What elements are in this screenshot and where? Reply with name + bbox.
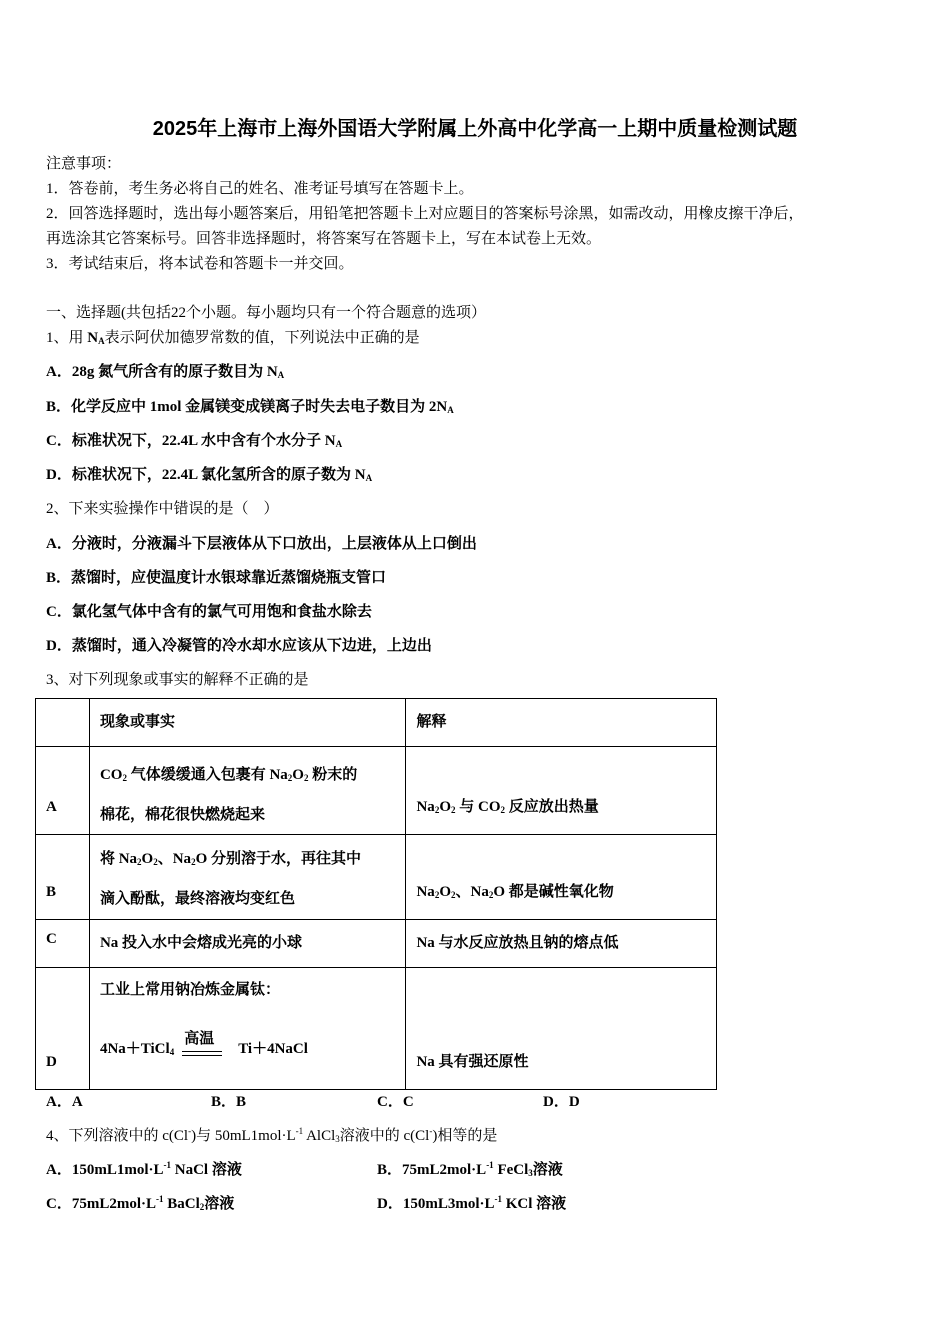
question-3-stem: 3、对下列现象或事实的解释不正确的是 (46, 672, 309, 688)
section-heading: 一、选择题(共包括22个小题。每小题均只有一个符合题意的选项） (46, 305, 486, 321)
question-4-option-c: C．$75mL2mol\cdot L^{-1}$ BaCl$_2$溶液 (46, 1194, 235, 1212)
row-a-fact: $CO_2$ 气体缓缓通入包裹有 $Na_2O_2$ 粉末的 棉花，棉花很快燃烧起来 (89, 747, 406, 835)
question-3-option-b: B．B (211, 1094, 247, 1110)
question-3-option-c: C．C (377, 1094, 414, 1110)
table-row-d (36, 968, 717, 1090)
question-4-option-a: A．$150mL1mol\cdot L^{-1}$ NaCl 溶液 (46, 1160, 242, 1178)
question-2-option-a: A．分液时，分液漏斗下层液体从下口放出，上层液体从上口倒出 (46, 536, 477, 552)
question-4-option-b: B．$75mL2mol\cdot L^{-1}$ FeCl$_3$溶液 (377, 1160, 563, 1178)
notice-item-3: 3．考试结束后，将本试卷和答题卡一并交回。 (46, 256, 354, 272)
row-d-fact: 工业上常用钠冶炼金属钛： 4Na＋TiCl$_4$ 高温 Ti＋4NaCl (89, 968, 406, 1090)
question-2-option-c: C．氯化氢气体中含有的氯气可用饱和食盐水除去 (46, 604, 372, 620)
question-2-stem: 2、下来实验操作中错误的是（ ） (46, 501, 279, 517)
table-header-empty (36, 699, 90, 747)
table-row-a (36, 747, 717, 835)
table-header-explanation: 解释 (406, 699, 717, 747)
equals-condition-arrow: 高温 (182, 1039, 226, 1061)
row-c-label: C (36, 920, 90, 968)
question-1-option-d: D．标准状况下，22.4L 氯化氢所含的原子数为 $N_A$ (46, 467, 373, 483)
question-2-option-b: B．蒸馏时，应使温度计水银球靠近蒸馏烧瓶支管口 (46, 570, 387, 586)
question-1-option-b: B．化学反应中 1mol 金属镁变成镁离子时失去电子数目为 $2N_A$ (46, 399, 454, 415)
page-title: 2025年上海市上海外国语大学附属上外高中化学高一上期中质量检测试题 (152, 118, 798, 140)
notice-heading: 注意事项： (46, 156, 122, 172)
reaction-equation: 4Na＋TiCl$_4$ 高温 Ti＋4NaCl (100, 1037, 396, 1061)
question-4-stem: 4、下列溶液中的 c(Cl-)与 $50mL1mol\cdot L^{-1}$ AlCl$_3$溶液中的 c(Cl-)相等的是 (46, 1126, 498, 1144)
row-c-fact: Na 投入水中会熔成光亮的小球 (89, 920, 406, 968)
row-b-label: B (36, 835, 90, 920)
table-row-c (36, 920, 717, 968)
row-a-label: A (36, 747, 90, 835)
notice-item-2b: 再选涂其它答案标号。回答非选择题时，将答案写在答题卡上，写在本试卷上无效。 (46, 231, 602, 247)
table-header-fact: 现象或事实 (89, 699, 406, 747)
row-d-explanation: Na 具有强还原性 (406, 968, 717, 1090)
table-header-row (36, 699, 717, 747)
row-a-explanation: $Na_2O_2$ 与 $CO_2$ 反应放出热量 (406, 747, 717, 835)
row-c-explanation: Na 与水反应放热且钠的熔点低 (406, 920, 717, 968)
question-3-option-d: D．D (543, 1094, 580, 1110)
question-3-table (35, 698, 717, 1090)
question-1-option-c: C．标准状况下，22.4L 水中含有个水分子 $N_A$ (46, 433, 343, 449)
row-b-fact: 将 $Na_2O_2$、$Na_2O$ 分别溶于水，再往其中 滴入酚酞，最终溶液均变红色 (89, 835, 406, 920)
question-3-option-a: A．A (46, 1094, 83, 1110)
question-4-option-d: D．$150mL3mol\cdot L^{-1}$ KCl 溶液 (377, 1194, 567, 1212)
row-b-explanation: $Na_2O_2$、$Na_2O$ 都是碱性氧化物 (406, 835, 717, 920)
row-d-label: D (36, 968, 90, 1090)
table-row-b (36, 835, 717, 920)
question-1-option-a: A．28g 氮气所含有的原子数目为 $N_A$ (46, 364, 285, 380)
notice-item-2a: 2．回答选择题时，选出每小题答案后，用铅笔把答题卡上对应题目的答案标号涂黑，如需改动，用橡皮擦干净后， (46, 206, 804, 222)
question-2-option-d: D．蒸馏时，通入冷凝管的冷水却水应该从下边进，上边出 (46, 638, 432, 654)
notice-item-1: 1．答卷前，考生务必将自己的姓名、准考证号填写在答题卡上。 (46, 181, 474, 197)
question-1-stem: 1、用 $N_A$表示阿伏加德罗常数的值，下列说法中正确的是 (46, 330, 420, 346)
